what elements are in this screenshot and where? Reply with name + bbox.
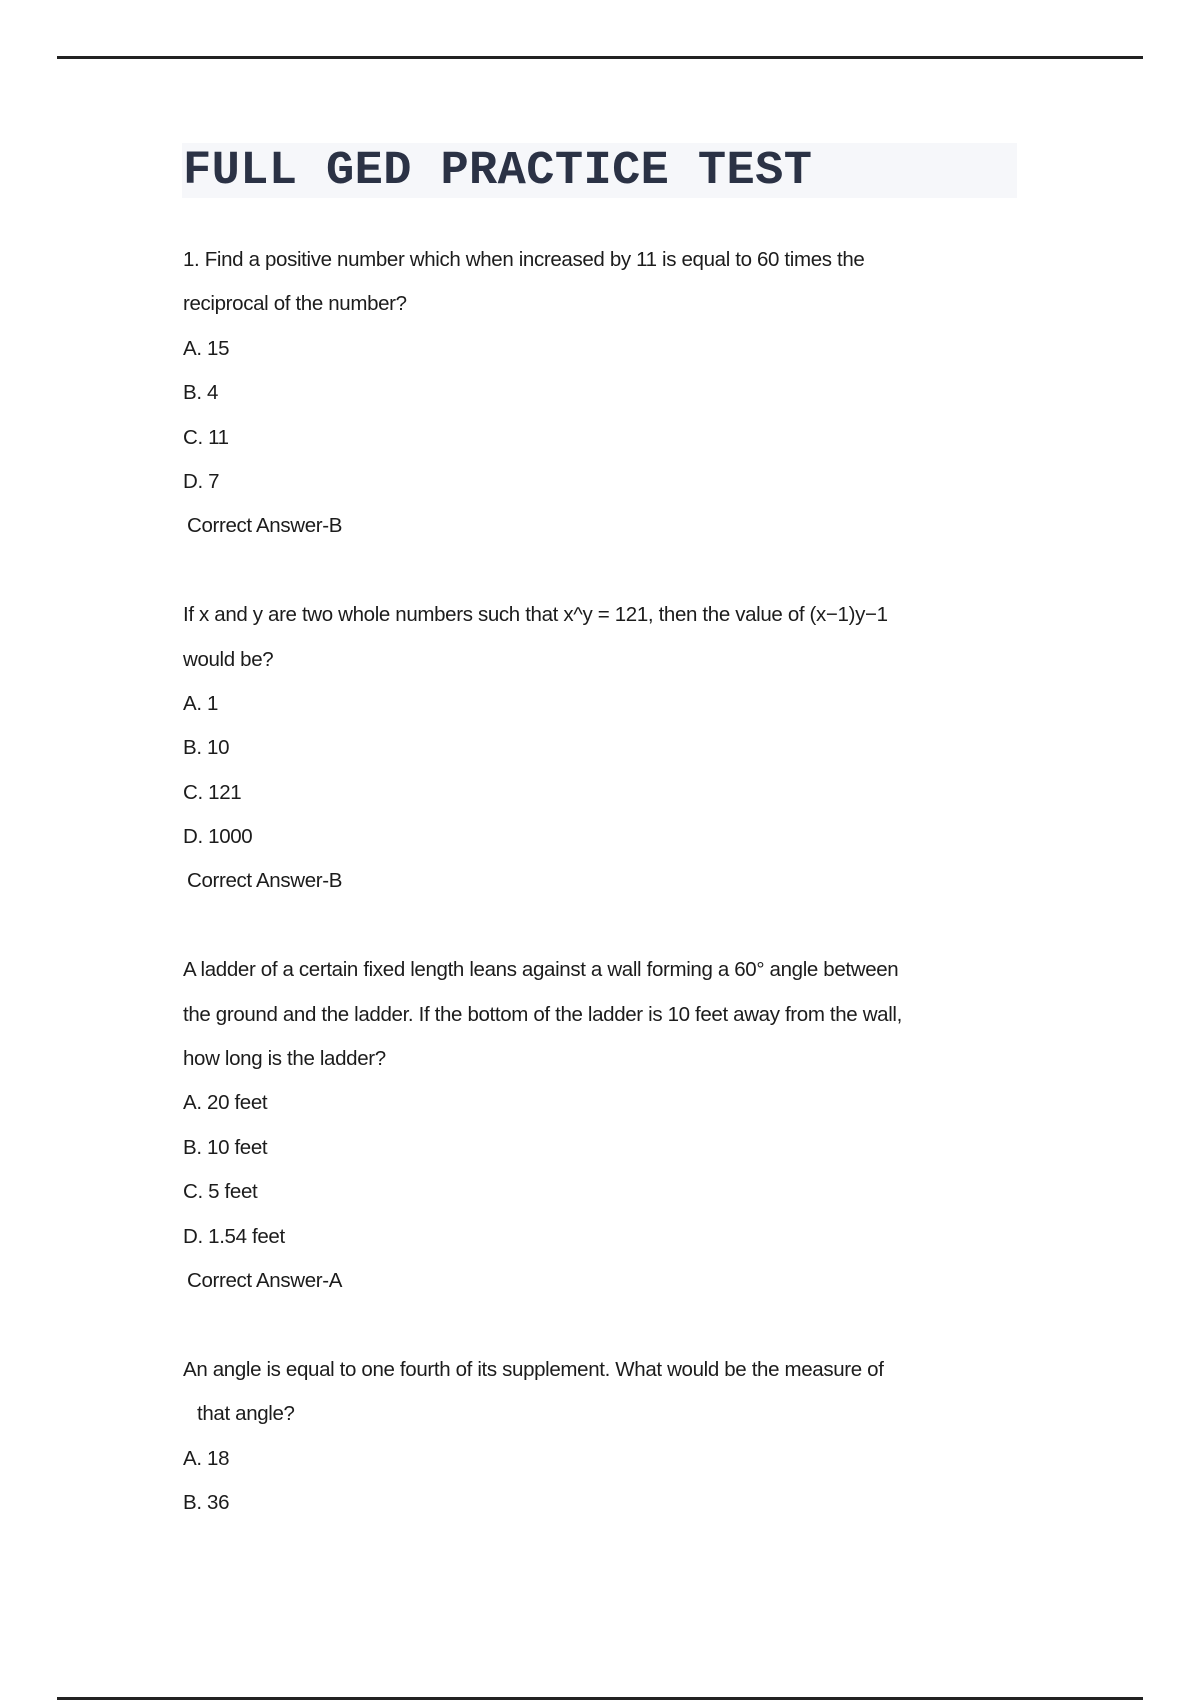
question-3 xyxy=(183,948,1043,1303)
question-text-line: If x and y are two whole numbers such that x^y = 121, then the value of (x−1)y−1 xyxy=(183,603,888,627)
spacer xyxy=(183,1303,1043,1347)
header-rule xyxy=(57,56,1143,59)
answer-option-b: B. 10 feet xyxy=(183,1135,268,1159)
question-1 xyxy=(183,238,1043,549)
correct-answer: Correct Answer-B xyxy=(187,869,343,893)
question-text-line: would be? xyxy=(183,647,274,671)
document-title: FULL GED PRACTICE TEST xyxy=(183,145,813,198)
answer-option-d: D. 1.54 feet xyxy=(183,1224,285,1248)
answer-option-d: D. 1000 xyxy=(183,825,253,849)
question-text-line: 1. Find a positive number which when increased by 11 is equal to 60 times the xyxy=(183,248,865,271)
spacer xyxy=(183,904,1043,948)
question-4 xyxy=(183,1348,1043,1526)
answer-option-a: A. 18 xyxy=(183,1446,230,1470)
title-banner xyxy=(182,143,1017,198)
answer-option-d: D. 7 xyxy=(183,469,220,493)
correct-answer: Correct Answer-A xyxy=(187,1268,343,1292)
spacer xyxy=(183,549,1043,593)
question-text-line: the ground and the ladder. If the bottom of the ladder is 10 feet away from the wall, xyxy=(183,1002,902,1026)
answer-option-c: C. 11 xyxy=(183,425,229,449)
answer-option-c: C. 121 xyxy=(183,780,242,804)
question-text-line: reciprocal of the number? xyxy=(183,292,407,316)
answer-option-a: A. 1 xyxy=(183,691,219,715)
question-2 xyxy=(183,593,1043,904)
question-text-line: that angle? xyxy=(197,1402,295,1426)
question-text-line: A ladder of a certain fixed length leans against a wall forming a 60° angle between xyxy=(183,958,899,982)
answer-option-b: B. 10 xyxy=(183,736,230,760)
correct-answer: Correct Answer-B xyxy=(187,514,343,538)
answer-option-a: A. 20 feet xyxy=(183,1091,268,1115)
answer-option-b: B. 4 xyxy=(183,381,219,405)
question-text-line: how long is the ladder? xyxy=(183,1047,386,1071)
question-text-line: An angle is equal to one fourth of its supplement. What would be the measure of xyxy=(183,1357,884,1381)
answer-option-a: A. 15 xyxy=(183,336,230,360)
answer-option-b: B. 36 xyxy=(183,1490,230,1514)
document-body xyxy=(183,238,1043,1525)
answer-option-c: C. 5 feet xyxy=(183,1180,258,1204)
